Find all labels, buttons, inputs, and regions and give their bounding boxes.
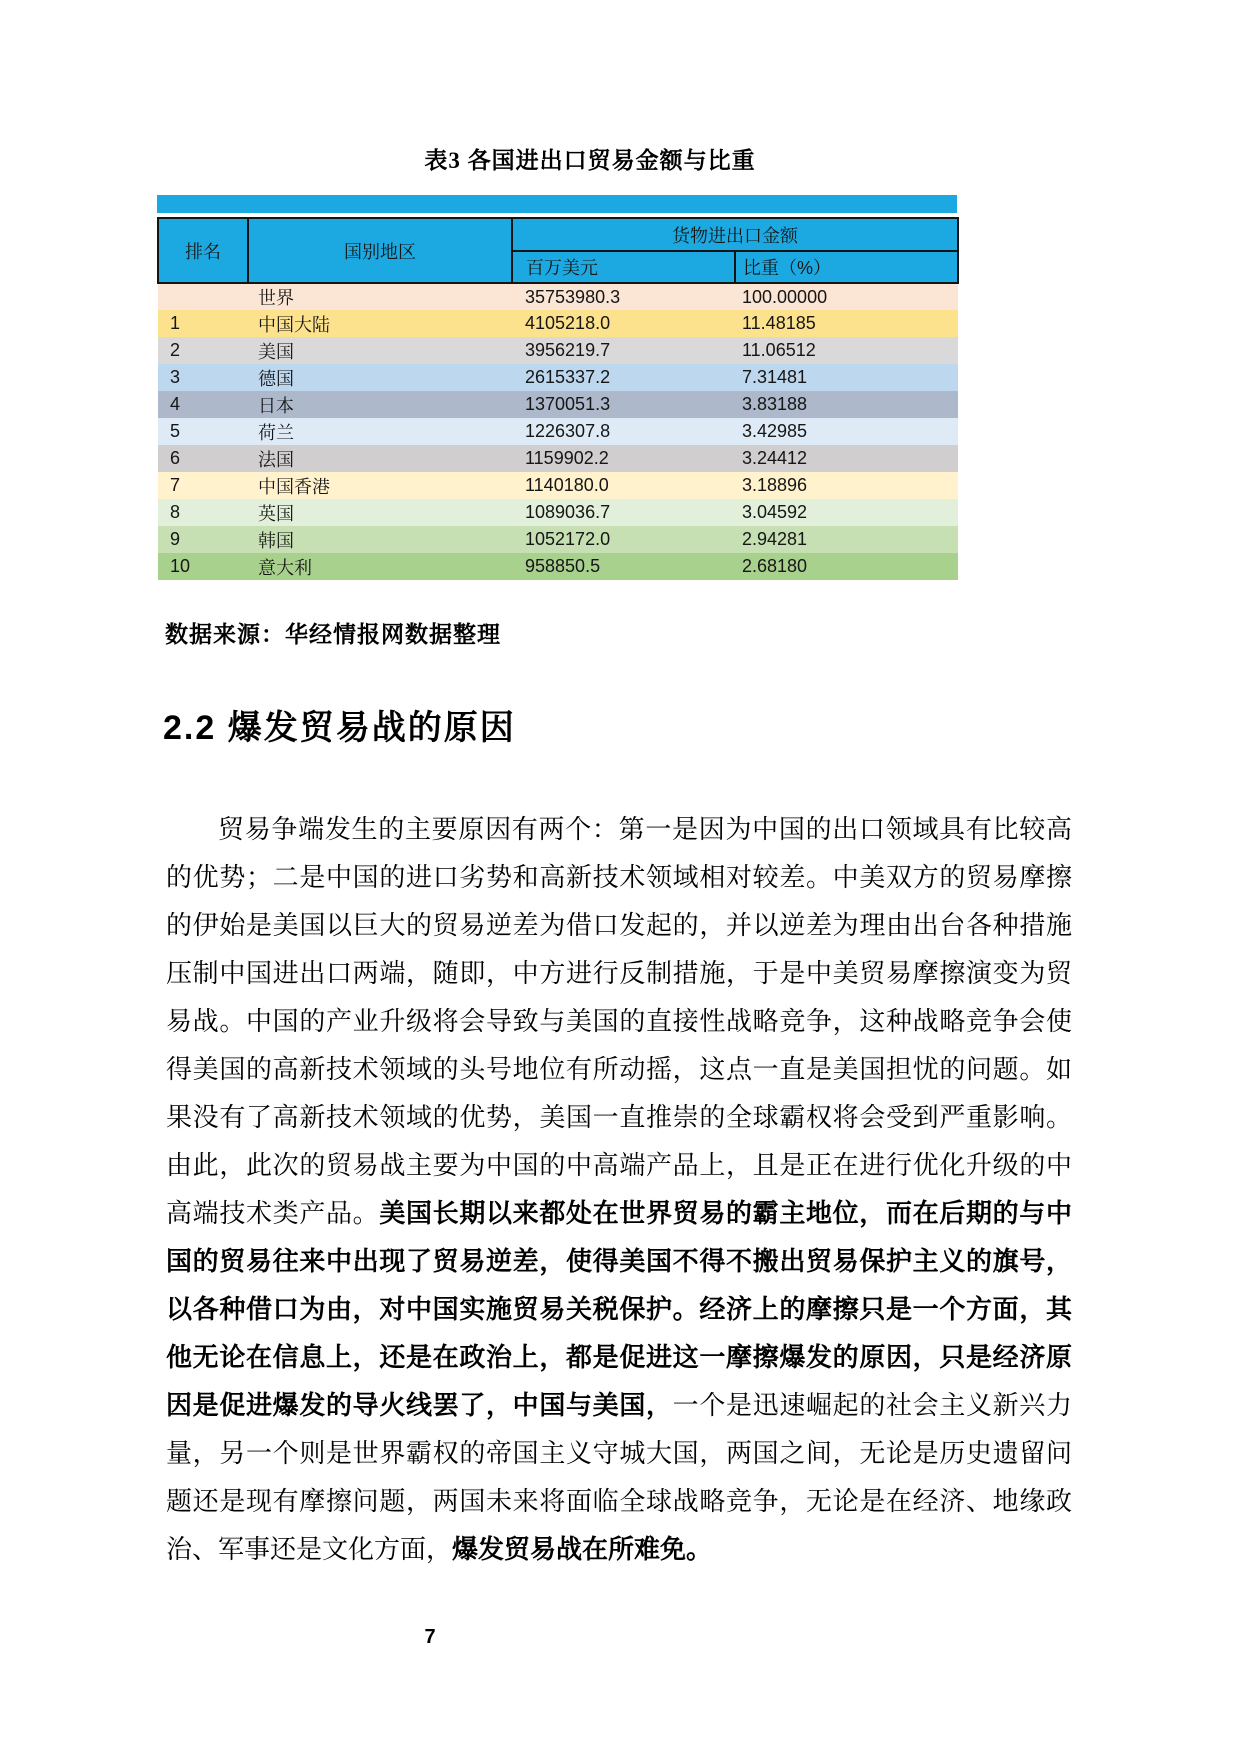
cell-rank: 6 xyxy=(170,448,181,468)
cell-rank: 2 xyxy=(170,340,181,360)
cell-amount: 4105218.0 xyxy=(525,313,611,333)
cell-amount: 35753980.3 xyxy=(525,286,621,307)
table-row xyxy=(158,553,958,580)
table-row xyxy=(158,310,958,337)
cell-amount: 2615337.2 xyxy=(525,367,611,387)
cell-rank: 9 xyxy=(170,529,181,549)
cell-region: 法国 xyxy=(258,449,294,470)
data-source-note: 数据来源：华经情报网数据整理 xyxy=(165,622,501,647)
cell-rank xyxy=(158,283,248,310)
body-paragraph xyxy=(166,806,1072,1574)
paragraph-segment-bold: 美国长期以来都处在世界贸易的霸主地位，而在后期的与中国的贸易往来中出现了贸易逆差，使得美国不得不搬出贸易保护主义的旗号，以各种借口为由，对中国实施贸易关税保护。经济上的摩擦只是一个方面，其他无论在信息上，还是在政治上，都是促进这一摩擦爆发的原因，只是经济原因是促进爆发的导火线罢了，中国与美国， xyxy=(166,1199,1072,1420)
cell-amount: 1052172.0 xyxy=(525,529,611,549)
cell-share: 2.68180 xyxy=(742,556,808,576)
cell-amount: 1370051.3 xyxy=(525,394,611,414)
col-header-region: 国别地区 xyxy=(248,218,512,283)
cell-share: 3.24412 xyxy=(742,448,808,468)
cell-share: 7.31481 xyxy=(742,367,808,387)
table-row xyxy=(158,499,958,526)
section-heading: 2.2 爆发贸易战的原因 xyxy=(163,709,516,747)
cell-amount: 1159902.2 xyxy=(525,448,609,468)
table-row xyxy=(158,445,958,472)
cell-rank: 4 xyxy=(170,394,181,414)
cell-rank: 1 xyxy=(170,313,181,333)
cell-share: 11.06512 xyxy=(742,340,816,360)
col-header-rank: 排名 xyxy=(158,218,248,283)
table-row xyxy=(158,391,958,418)
cell-amount: 3956219.7 xyxy=(525,340,611,360)
cell-share: 100.00000 xyxy=(742,286,828,307)
cell-region: 意大利 xyxy=(258,557,312,578)
cell-region: 韩国 xyxy=(258,530,294,551)
cell-share: 3.83188 xyxy=(742,394,808,414)
cell-share: 3.18896 xyxy=(742,475,808,495)
paragraph-segment: 贸易争端发生的主要原因有两个：第一是因为中国的出口领域具有比较高的优势；二是中国的进口劣势和高新技术领域相对较差。中美双方的贸易摩擦的伊始是美国以巨大的贸易逆差为借口发起的，并以逆差为理由出台各种措施压制中国进出口两端，随即，中方进行反制措施，于是中美贸易摩擦演变为贸易战。中国的产业升级将会导致与美国的直接性战略竞争，这种战略竞争会使得美国的高新技术领域的头号地位有所动摇，这点一直是美国担忧的问题。如果没有了高新技术领域的优势，美国一直推崇的全球霸权将会受到严重影响。由此，此次的贸易战主要为中国的中高端产品上，且是正在进行优化升级的中高端技术类产品。 xyxy=(166,815,1072,1228)
table-row xyxy=(158,364,958,391)
cell-amount: 958850.5 xyxy=(525,556,601,576)
trade-table xyxy=(157,217,959,580)
cell-region: 美国 xyxy=(258,341,294,362)
table-row xyxy=(158,283,958,310)
col-header-unit: 百万美元 xyxy=(512,251,735,283)
cell-region: 世界 xyxy=(258,288,294,308)
cell-amount: 1140180.0 xyxy=(525,475,609,495)
page-number: 7 xyxy=(424,1626,436,1648)
table-title: 表3 各国进出口贸易金额与比重 xyxy=(424,148,756,173)
cell-rank: 10 xyxy=(170,556,191,576)
cell-rank: 3 xyxy=(170,367,181,387)
cell-amount: 1089036.7 xyxy=(525,502,611,522)
col-header-amount-group: 货物进出口金额 xyxy=(512,218,958,251)
table-body xyxy=(158,283,958,580)
cell-amount: 1226307.8 xyxy=(525,421,611,441)
col-header-share: 比重（%） xyxy=(735,251,958,283)
cell-share: 3.04592 xyxy=(742,502,808,522)
cell-rank: 8 xyxy=(170,502,181,522)
cell-region: 英国 xyxy=(258,503,294,524)
cell-share: 11.48185 xyxy=(742,313,816,333)
cell-region: 中国大陆 xyxy=(258,314,330,335)
cell-region: 日本 xyxy=(258,395,294,416)
paragraph-segment: 一个是迅速崛起的社会主义新兴力量，另一个则是世界霸权的帝国主义守城大国，两国之间，无论是历史遗留问题还是现有摩擦问题，两国未来将面临全球战略竞争，无论是在经济、地缘政治、军事还是文化方面， xyxy=(166,1391,1072,1564)
cell-rank: 5 xyxy=(170,421,181,441)
table-header xyxy=(158,218,958,283)
table-top-bar xyxy=(157,195,957,213)
cell-rank: 7 xyxy=(170,475,181,495)
table-row xyxy=(158,418,958,445)
cell-share: 3.42985 xyxy=(742,421,808,441)
table-row xyxy=(158,472,958,499)
cell-region: 荷兰 xyxy=(258,422,294,443)
paragraph-segment-bold: 爆发贸易战在所难免。 xyxy=(452,1535,713,1564)
cell-share: 2.94281 xyxy=(742,529,808,549)
table-row xyxy=(158,337,958,364)
cell-region: 中国香港 xyxy=(258,476,330,497)
table-row xyxy=(158,526,958,553)
cell-region: 德国 xyxy=(258,368,294,389)
